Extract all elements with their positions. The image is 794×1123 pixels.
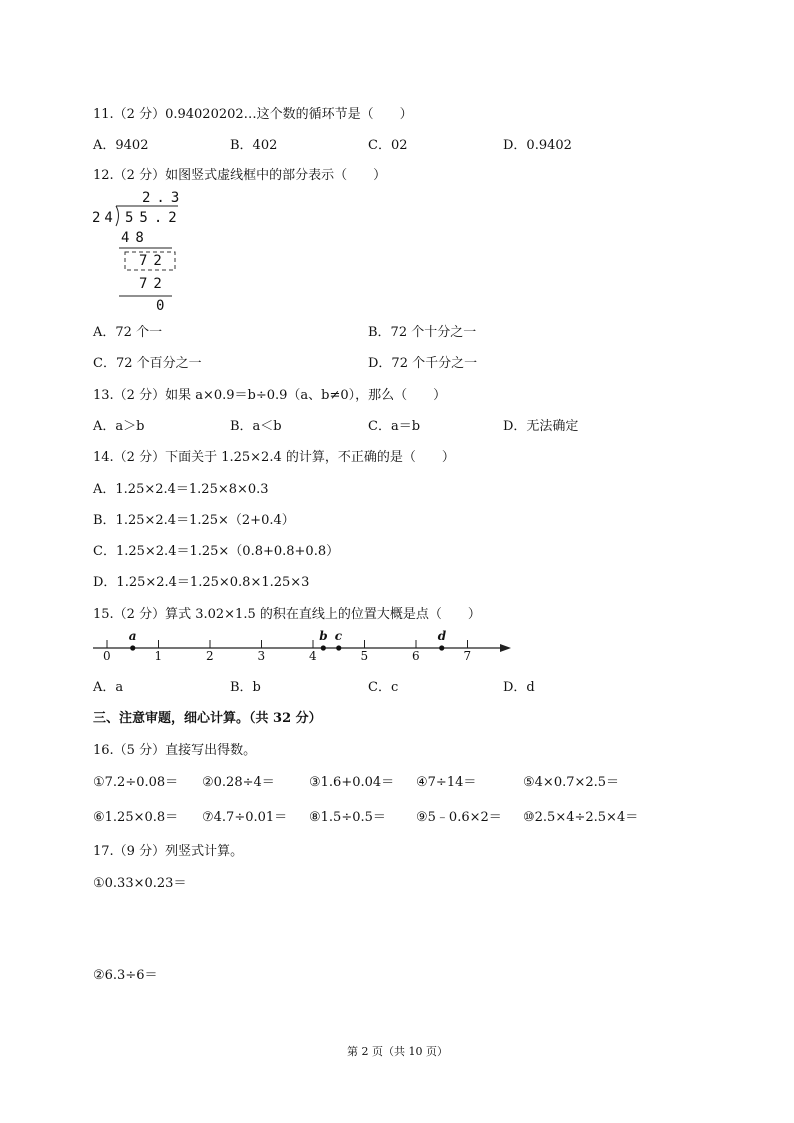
number-line-point-c (336, 645, 341, 650)
q14-option-b: B．1.25×2.4＝1.25×（2+0.4） (93, 513, 295, 528)
q16-item-7: ⑦4.7÷0.01＝ (202, 810, 288, 825)
q13-option-c: C．a＝b (368, 419, 421, 434)
division-step-48: 48 (121, 230, 150, 246)
long-division-figure (88, 188, 188, 316)
number-line-point-label-a: a (128, 629, 137, 643)
q16-item-10: ⑩2.5×4÷2.5×4＝ (523, 810, 639, 825)
q17-item-2: ②6.3÷6＝ (93, 968, 158, 983)
q17-stem: 17.（9 分）列竖式计算。 (93, 844, 244, 859)
q14-option-d: D．1.25×2.4＝1.25×0.8×1.25×3 (93, 575, 310, 590)
division-quotient: 2.3 (142, 190, 186, 206)
number-line-point-a (130, 645, 135, 650)
number-line-tick-label: 3 (257, 649, 266, 663)
number-line-point-label-c: c (334, 629, 343, 643)
division-bracket (88, 188, 188, 316)
q15-stem: 15.（2 分）算式 3.02×1.5 的积在直线上的位置大概是点（ ） (93, 607, 481, 622)
q16-item-1: ①7.2÷0.08＝ (93, 775, 179, 790)
q15-option-b: B．b (230, 680, 261, 695)
number-line-tick-label: 5 (360, 649, 369, 663)
q16-item-2: ②0.28÷4＝ (202, 775, 275, 790)
q16-item-5: ⑤4×0.7×2.5＝ (523, 775, 620, 790)
q15-option-d: D．d (503, 680, 535, 695)
number-line-point-b (321, 645, 326, 650)
q16-item-4: ④7÷14＝ (416, 775, 477, 790)
number-line-point-label-b: b (319, 629, 328, 643)
q16-item-8: ⑧1.5÷0.5＝ (309, 810, 386, 825)
q14-option-c: C．1.25×2.4＝1.25×（0.8+0.8+0.8） (93, 544, 340, 559)
division-dividend: 55.2 (125, 210, 183, 226)
division-divisor: 24 (92, 210, 117, 226)
q12-option-d: D．72 个千分之一 (368, 356, 478, 371)
number-line-point-d (439, 645, 444, 650)
q13-option-d: D．无法确定 (503, 419, 579, 434)
q12-option-b: B．72 个十分之一 (368, 325, 477, 340)
q13-option-a: A．a＞b (93, 419, 145, 434)
number-line (93, 628, 523, 668)
division-step-72: 72 (139, 276, 168, 292)
number-line-tick-label: 4 (309, 649, 317, 663)
q16-item-6: ⑥1.25×0.8＝ (93, 810, 179, 825)
number-line-tick-label: 7 (463, 649, 472, 663)
q14-option-a: A．1.25×2.4＝1.25×8×0.3 (93, 482, 269, 497)
q12-option-a: A．72 个一 (93, 325, 163, 340)
q16-stem: 16.（5 分）直接写出得数。 (93, 743, 257, 758)
q12-stem: 12.（2 分）如图竖式虚线框中的部分表示（ ） (93, 168, 387, 183)
q13-option-b: B．a＜b (230, 419, 282, 434)
q13-stem: 13.（2 分）如果 a×0.9＝b÷0.9（a、b≠0），那么（ ） (93, 388, 447, 403)
division-remainder: 0 (156, 298, 165, 314)
q17-item-1: ①0.33×0.23＝ (93, 876, 187, 891)
q15-option-a: A．a (93, 680, 124, 695)
number-line-tick-label: 6 (412, 649, 420, 663)
q11-stem: 11.（2 分）0.94020202…这个数的循环节是（ ） (93, 107, 413, 122)
arrow-icon (500, 644, 511, 652)
division-step-72-boxed: 72 (139, 253, 168, 269)
q11-option-d: D．0.9402 (503, 138, 572, 153)
number-line-point-label-d: d (437, 629, 447, 643)
q11-option-c: C．02 (368, 138, 408, 153)
q11-option-b: B．402 (230, 138, 278, 153)
number-line-tick-label: 2 (206, 649, 214, 663)
number-line-tick-label: 0 (103, 649, 111, 663)
q16-item-3: ③1.6+0.04＝ (309, 775, 395, 790)
q11-option-a: A．9402 (93, 138, 149, 153)
q16-item-9: ⑨5﹣0.6×2＝ (416, 810, 502, 825)
page-footer: 第 2 页（共 10 页） (347, 1045, 448, 1058)
q14-stem: 14.（2 分）下面关于 1.25×2.4 的计算，不正确的是（ ） (93, 450, 455, 465)
q15-option-c: C．c (368, 680, 399, 695)
q12-option-c: C．72 个百分之一 (93, 356, 202, 371)
number-line-tick-label: 1 (154, 649, 163, 663)
section-title: 三、注意审题，细心计算。（共 32 分） (93, 711, 322, 726)
